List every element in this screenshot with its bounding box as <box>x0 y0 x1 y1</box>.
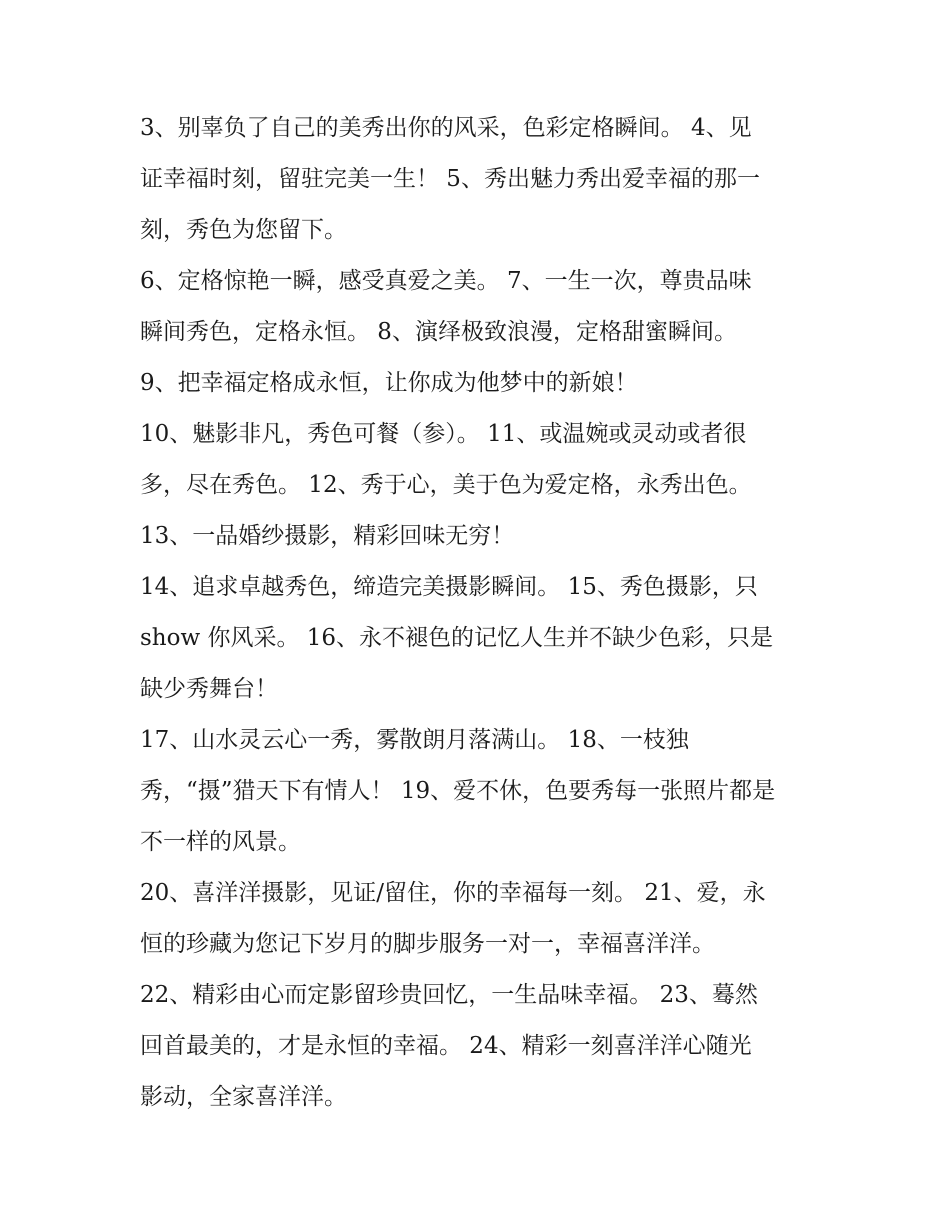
text-line-6: 9、把幸福定格成永恒，让你成为他梦中的新娘！ <box>140 370 638 396</box>
text-line-5: 瞬间秀色，定格永恒。 8、演绎极致浪漫，定格甜蜜瞬间。 <box>140 319 737 345</box>
text-line-12: 缺少秀舞台！ <box>140 676 278 702</box>
text-line-13: 17、山水灵云心一秀，雾散朗月落满山。 18、一枝独 <box>140 727 689 753</box>
text-line-20: 影动，全家喜洋洋。 <box>140 1084 347 1110</box>
text-line-14: 秀，“摄”猎天下有情人！ 19、爱不休，色要秀每一张照片都是 <box>140 778 776 804</box>
text-line-2: 证幸福时刻，留驻完美一生！ 5、秀出魅力秀出爱幸福的那一 <box>140 166 760 192</box>
text-line-19: 回首最美的，才是永恒的幸福。 24、精彩一刻喜洋洋心随光 <box>140 1033 752 1059</box>
document-body <box>140 103 820 1123</box>
text-line-8: 多，尽在秀色。 12、秀于心，美于色为爱定格，永秀出色。 <box>140 472 752 498</box>
text-line-11: show 你风采。 16、永不褪色的记忆人生并不缺少色彩，只是 <box>140 625 774 651</box>
text-line-3: 刻，秀色为您留下。 <box>140 217 347 243</box>
text-line-17: 恒的珍藏为您记下岁月的脚步服务一对一，幸福喜洋洋。 <box>140 931 715 957</box>
text-line-4: 6、定格惊艳一瞬，感受真爱之美。 7、一生一次，尊贵品味 <box>140 268 752 294</box>
text-line-18: 22、精彩由心而定影留珍贵回忆，一生品味幸福。 23、蓦然 <box>140 982 758 1008</box>
text-line-10: 14、追求卓越秀色，缔造完美摄影瞬间。 15、秀色摄影，只 <box>140 574 758 600</box>
text-line-1: 3、别辜负了自己的美秀出你的风采，色彩定格瞬间。 4、见 <box>140 115 752 141</box>
text-line-16: 20、喜洋洋摄影，见证/留住，你的幸福每一刻。 21、爱，永 <box>140 880 766 906</box>
text-line-7: 10、魅影非凡，秀色可餐（参）。 11、或温婉或灵动或者很 <box>140 421 747 447</box>
text-line-9: 13、一品婚纱摄影，精彩回味无穷！ <box>140 523 515 549</box>
text-line-15: 不一样的风景。 <box>140 829 301 855</box>
